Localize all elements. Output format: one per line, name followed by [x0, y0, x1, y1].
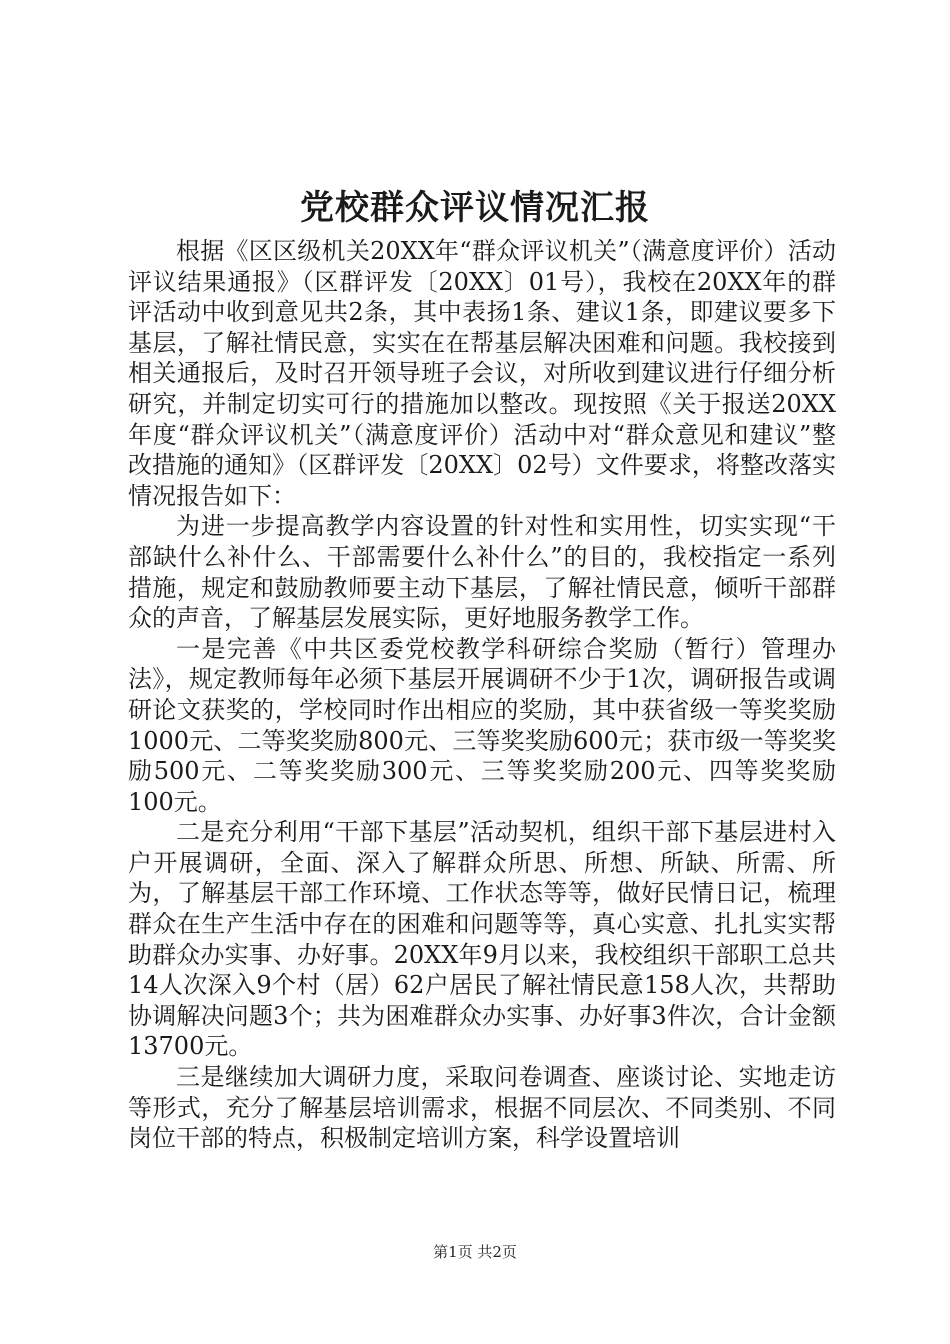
- paragraph: 根据《区区级机关20XX年“群众评议机关”（满意度评价）活动评议结果通报》（区群评发〔20XX〕01号），我校在20XX年的群评活动中收到意见共2条，其中表扬1条、建议1条，即建议要多下基层，了解社情民意，实实在在帮基层解决困难和问题。我校接到相关通报后，及时召开领导班子会议，对所收到建议进行仔细分析研究，并制定切实可行的措施加以整改。现按照《关于报送20XX年度“群众评议机关”（满意度评价）活动中对“群众意见和建议”整改措施的通知》（区群评发〔20XX〕02号）文件要求，将整改落实情况报告如下：: [128, 237, 836, 510]
- paragraph: 二是充分利用“干部下基层”活动契机，组织干部下基层进村入户开展调研，全面、深入了解群众所思、所想、所缺、所需、所为，了解基层干部工作环境、工作状态等等，做好民情日记，梳理群众在生产生活中存在的困难和问题等等，真心实意、扎扎实实帮助群众办实事、办好事。20XX年9月以来，我校组织干部职工总共14人次深入9个村（居）62户居民了解社情民意158人次，共帮助协调解决问题3个；共为困难群众办实事、办好事3件次，合计金额13700元。: [128, 818, 836, 1061]
- page-footer: 第1页 共2页: [433, 1243, 517, 1261]
- paragraph: 三是继续加大调研力度，采取问卷调查、座谈讨论、实地走访等形式，充分了解基层培训需求，根据不同层次、不同类别、不同岗位干部的特点，积极制定培训方案，科学设置培训: [128, 1063, 836, 1153]
- paragraph: 为进一步提高教学内容设置的针对性和实用性，切实实现“干部缺什么补什么、干部需要什么补什么”的目的，我校指定一系列措施，规定和鼓励教师要主动下基层，了解社情民意，倾听干部群众的声音，了解基层发展实际，更好地服务教学工作。: [128, 512, 836, 633]
- document-body: [128, 236, 836, 1154]
- paragraph: 一是完善《中共区委党校教学科研综合奖励（暂行）管理办法》，规定教师每年必须下基层开展调研不少于1次，调研报告或调研论文获奖的，学校同时作出相应的奖励，其中获省级一等奖奖励1000元、二等奖奖励800元、三等奖奖励600元；获市级一等奖奖励500元、二等奖奖励300元、三等奖奖励200元、四等奖奖励100元。: [128, 634, 836, 816]
- document-title: 党校群众评议情况汇报: [300, 188, 650, 228]
